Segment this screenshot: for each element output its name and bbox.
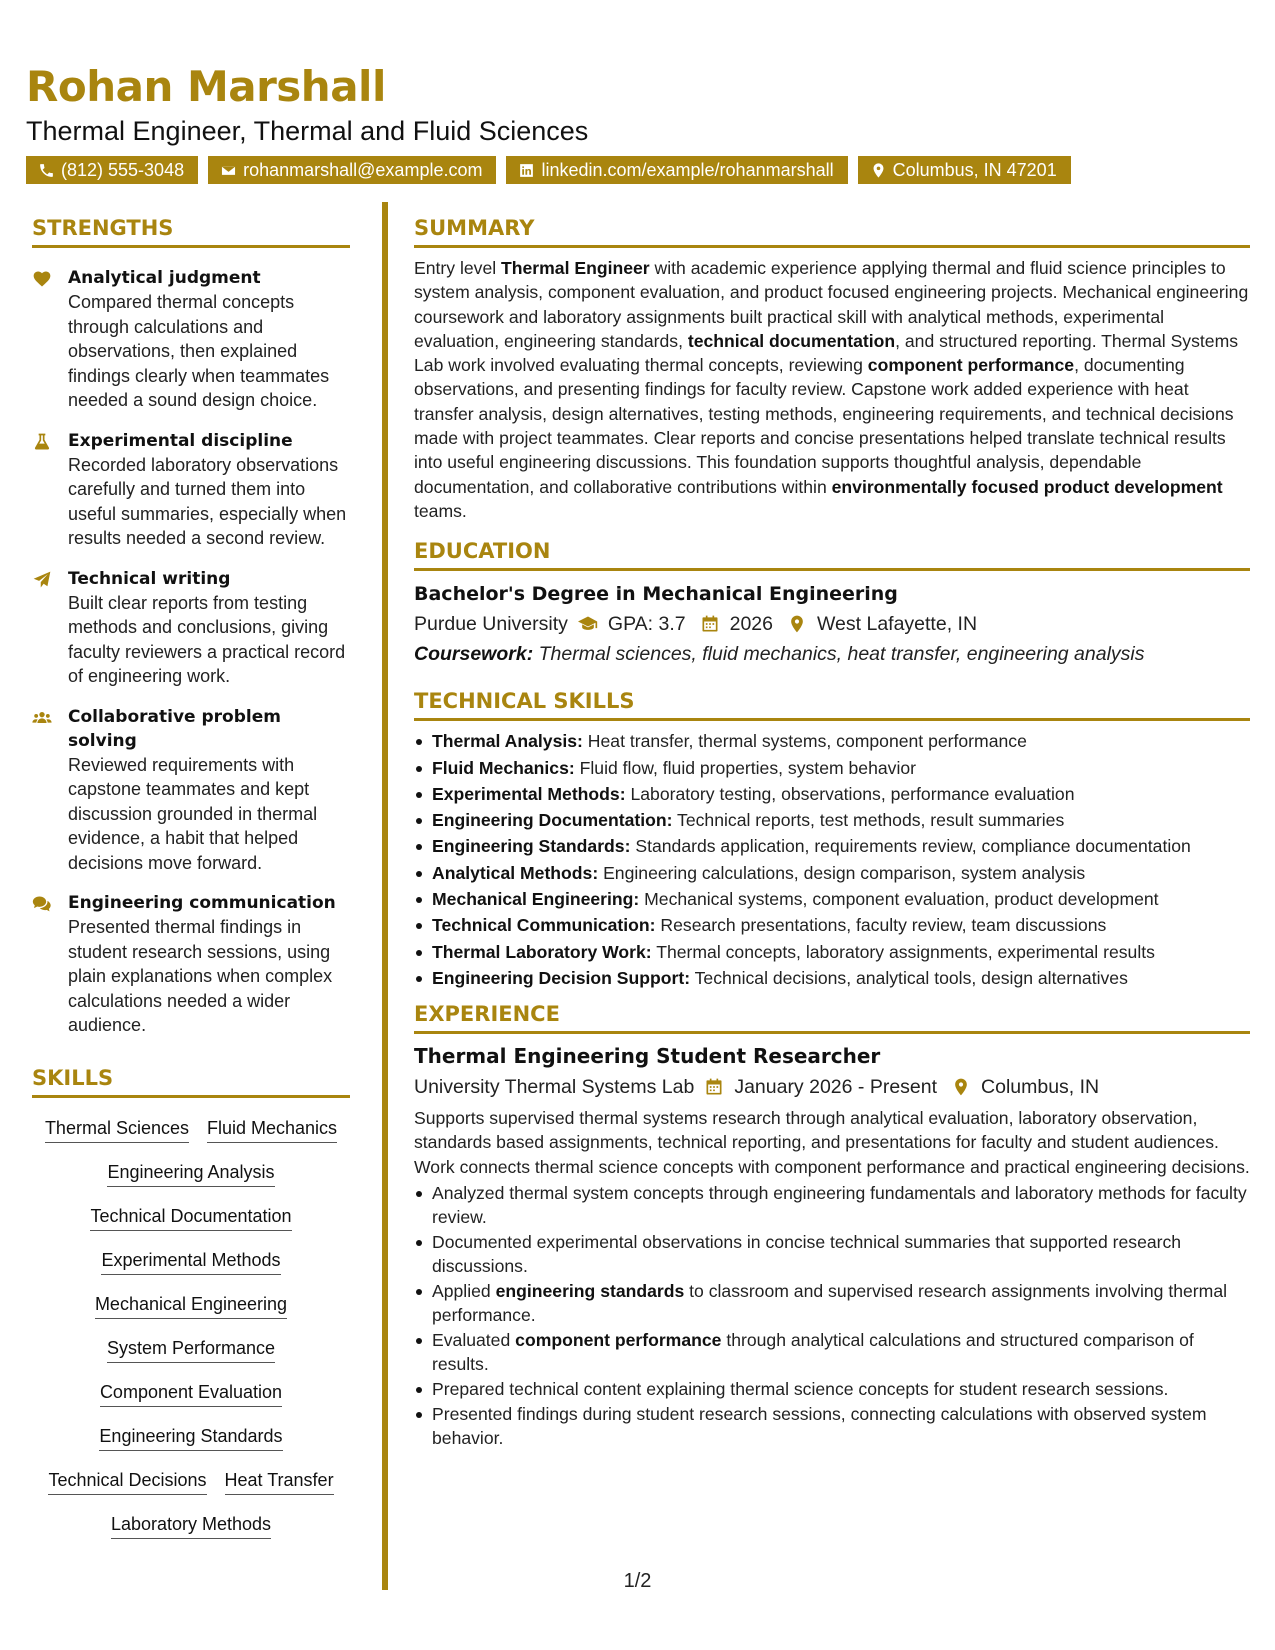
- strength-description: Recorded laboratory observations carefully and turned them into useful summaries, especially when results needed a second review.: [68, 454, 347, 548]
- candidate-name: Rohan Marshall: [26, 62, 386, 111]
- skill-tag: System Performance: [107, 1336, 275, 1363]
- job-location: Columbus, IN: [981, 1075, 1100, 1098]
- summary-heading: SUMMARY: [414, 214, 1250, 248]
- job-role: Thermal Engineering Student Researcher: [414, 1043, 881, 1068]
- strength-title: Technical writing: [68, 568, 231, 589]
- candidate-title: Thermal Engineer, Thermal and Fluid Sciences: [26, 116, 589, 146]
- map-marker-icon: [787, 614, 807, 634]
- experience-bullets: [414, 1181, 1250, 1450]
- linkedin-contact[interactable]: [506, 156, 847, 184]
- list-item: Analytical Methods: Engineering calculations, design comparison, system analysis: [414, 861, 1250, 885]
- education-details: [414, 609, 1250, 639]
- strengths-list: [32, 266, 350, 1038]
- location-contact: [858, 156, 1071, 184]
- skill-tag: Engineering Standards: [99, 1424, 282, 1451]
- skill-tag: Laboratory Methods: [111, 1512, 271, 1539]
- strength-title: Collaborative problem solving: [68, 706, 281, 751]
- resume-header: [26, 60, 1256, 184]
- coursework: Coursework: Thermal sciences, fluid mechanics, heat transfer, engineering analysis: [414, 643, 1145, 666]
- linkedin-icon: [518, 162, 535, 179]
- strength-item: [32, 429, 350, 551]
- flask-icon: [32, 432, 52, 452]
- column-divider: [382, 202, 388, 1590]
- skill-tag: Technical Documentation: [90, 1204, 291, 1231]
- strength-title: Engineering communication: [68, 893, 336, 913]
- list-item: Analyzed thermal system concepts through engineering fundamentals and laboratory methods for faculty review.: [414, 1181, 1250, 1229]
- envelope-icon: [220, 162, 237, 179]
- list-item: Experimental Methods: Laboratory testing, observations, performance evaluation: [414, 782, 1250, 806]
- users-icon: [32, 708, 52, 728]
- strength-description: Presented thermal findings in student research sessions, using plain explanations when complex calculations needed a wider audience.: [68, 917, 333, 1035]
- skill-tag: Fluid Mechanics: [207, 1116, 337, 1143]
- heart-icon: [32, 269, 52, 289]
- school-location: West Lafayette, IN: [816, 613, 978, 636]
- list-item: Engineering Standards: Standards application, requirements review, compliance documentation: [414, 834, 1250, 858]
- skill-tag: Experimental Methods: [101, 1248, 280, 1275]
- strength-item: [32, 891, 350, 1038]
- list-item: Technical Communication: Research presentations, faculty review, team discussions: [414, 913, 1250, 937]
- skill-tag: Technical Decisions: [48, 1468, 206, 1495]
- skill-tag: Heat Transfer: [225, 1468, 334, 1495]
- contact-bar: [26, 156, 1256, 184]
- list-item: Thermal Laboratory Work: Thermal concepts, laboratory assignments, experimental results: [414, 940, 1250, 964]
- list-item: Documented experimental observations in concise technical summaries that supported research discussions.: [414, 1230, 1250, 1278]
- strength-description: Compared thermal concepts through calculations and observations, then explained findings clearly when teammates needed a sound design choice.: [68, 292, 330, 410]
- right-column: [414, 214, 1250, 1451]
- skill-tag: Component Evaluation: [100, 1380, 282, 1407]
- job-dates: January 2026 - Present: [734, 1075, 938, 1098]
- strengths-heading: STRENGTHS: [32, 214, 350, 248]
- list-item: Fluid Mechanics: Fluid flow, fluid properties, system behavior: [414, 756, 1250, 780]
- page-number: 1/2: [623, 1570, 652, 1592]
- phone-contact[interactable]: [26, 156, 198, 184]
- calendar-icon: [704, 1077, 724, 1097]
- education-heading: EDUCATION: [414, 537, 1250, 571]
- experience-heading: EXPERIENCE: [414, 1000, 1250, 1034]
- school-name: Purdue University: [414, 613, 568, 636]
- linkedin-text: linkedin.com/example/rohanmarshall: [541, 160, 834, 180]
- list-item: Presented findings during student research sessions, connecting calculations with observed system behavior.: [414, 1402, 1250, 1450]
- list-item: Engineering Documentation: Technical reports, test methods, result summaries: [414, 808, 1250, 832]
- technical-skills-heading: TECHNICAL SKILLS: [414, 687, 1250, 721]
- graduation-cap-icon: [578, 614, 598, 634]
- map-marker-icon: [870, 162, 887, 179]
- list-item: Applied engineering standards to classroom and supervised research assignments involving thermal performance.: [414, 1279, 1250, 1327]
- strength-description: Reviewed requirements with capstone teammates and kept discussion grounded in thermal evidence, a habit that helped decisions move forward.: [68, 754, 318, 873]
- skill-tag: Engineering Analysis: [107, 1160, 274, 1187]
- skill-tag: Thermal Sciences: [45, 1116, 189, 1143]
- strength-item: [32, 266, 350, 413]
- left-column: [32, 214, 350, 1539]
- list-item: Prepared technical content explaining thermal science concepts for student research sessions.: [414, 1377, 1250, 1401]
- skills-tags: [32, 1116, 350, 1539]
- map-marker-icon: [951, 1077, 971, 1097]
- job-description: Supports supervised thermal systems research through analytical evaluation, laboratory observation, standards based assignments, technical reporting, and presentations for faculty and student audiences. Work connects thermal science concepts with component performance and practical engineering decisions.: [414, 1107, 1250, 1177]
- list-item: Thermal Analysis: Heat transfer, thermal systems, component performance: [414, 729, 1250, 753]
- summary-text: Entry level Thermal Engineer with academic experience applying thermal and fluid science principles to system analysis, component evaluation, and product focused engineering projects. Mechanical engineering coursework and laboratory assignments built practical skill with analytical methods, experimental evaluation, engineering standards, technical documentation, and structured reporting. Thermal Systems Lab work involved evaluating thermal concepts, reviewing component performance, documenting observations, and presenting findings for faculty review. Capstone work added experience with heat transfer analysis, design alternatives, testing methods, engineering requirements, and technical decisions made with project teammates. Clear reports and concise presentations helped translate technical results into useful engineering discussions. This foundation supports thoughtful analysis, dependable documentation, and collaborative contributions within environmentally focused product development teams.: [414, 258, 1249, 521]
- email-contact[interactable]: [208, 156, 496, 184]
- strength-item: [32, 705, 350, 876]
- organization: University Thermal Systems Lab: [414, 1075, 695, 1098]
- gpa: GPA: 3.7: [607, 613, 686, 636]
- skills-heading: SKILLS: [32, 1064, 350, 1098]
- technical-skills-list: [414, 729, 1250, 990]
- list-item: Mechanical Engineering: Mechanical systems, component evaluation, product development: [414, 887, 1250, 911]
- list-item: Evaluated component performance through analytical calculations and structured comparison of results.: [414, 1328, 1250, 1376]
- list-item: Engineering Decision Support: Technical decisions, analytical tools, design alternatives: [414, 966, 1250, 990]
- strength-description: Built clear reports from testing methods and conclusions, giving faculty reviewers a practical record of engineering work.: [68, 592, 346, 686]
- location-text: Columbus, IN 47201: [892, 160, 1057, 180]
- skill-tag: Mechanical Engineering: [95, 1292, 287, 1319]
- calendar-icon: [700, 614, 720, 634]
- phone-icon: [38, 162, 55, 179]
- strength-title: Experimental discipline: [68, 430, 293, 451]
- phone-text: (812) 555-3048: [61, 160, 185, 180]
- strength-item: [32, 567, 350, 689]
- paper-plane-icon: [32, 570, 52, 590]
- email-text: rohanmarshall@example.com: [243, 160, 483, 180]
- degree-title: Bachelor's Degree in Mechanical Engineering: [414, 583, 898, 606]
- strength-title: Analytical judgment: [68, 268, 261, 288]
- comments-icon: [32, 894, 52, 914]
- graduation-year: 2026: [729, 613, 773, 636]
- job-details: [414, 1072, 1250, 1102]
